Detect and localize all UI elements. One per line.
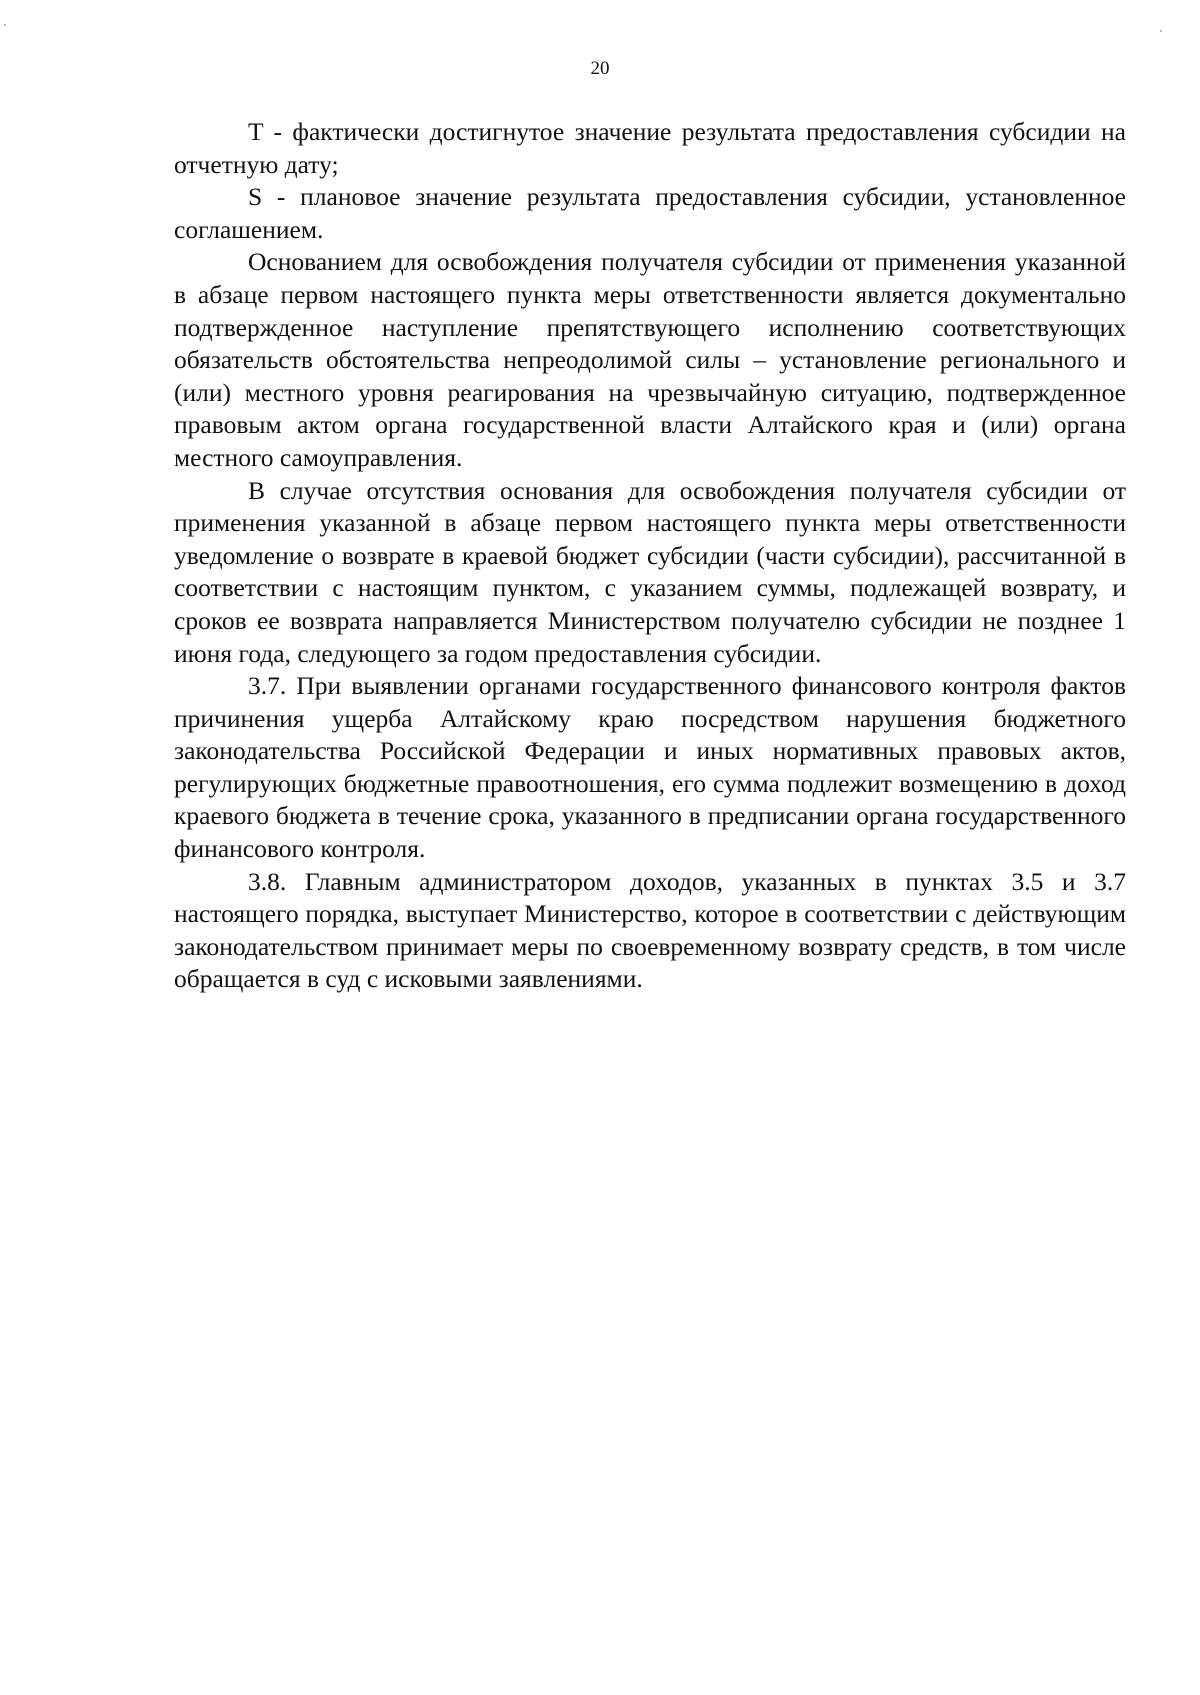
paragraph-clause-3-8: 3.8. Главным администратором доходов, указанных в пунктах 3.5 и 3.7 настоящего порядка, выступает Министерство, которое в соответствии с действующим законодательством принимает меры по своевременному возврату средств, в том числе обращается в суд с исковыми заявлениями. [174, 866, 1126, 994]
paragraph-exemption-basis: Основанием для освобождения получателя субсидии от применения указанной в абзаце первом настоящего пункта меры ответственности является документально подтвержденное наступление препятствующего исполнению соответствующих обязательств обстоятельства непреодолимой силы – установление регионального и (или) местного уровня реагирования на чрезвычайную ситуацию, подтвержденное правовым актом органа государственной власти Алтайского края и (или) органа местного самоуправления. [174, 247, 1126, 472]
paragraph-clause-3-7: 3.7. При выявлении органами государственного финансового контроля фактов причинения ущерба Алтайскому краю посредством нарушения бюджетного законодательства Российской Федерации и иных нормативных правовых актов, регулирующих бюджетные правоотношения, его сумма подлежит возмещению в доход краевого бюджета в течение срока, указанного в предписании органа государственного финансового контроля. [174, 671, 1126, 864]
paragraph-s-definition: S - плановое значение результата предоставления субсидии, установленное соглашением. [174, 182, 1126, 244]
paragraph-t-definition: T - фактически достигнутое значение результата предоставления субсидии на отчетную дату; [174, 117, 1126, 179]
page-number: 20 [590, 58, 610, 79]
scan-artifact-dot [1160, 30, 1162, 32]
paragraph-refund-notice: В случае отсутствия основания для освобождения получателя субсидии от применения указанной в абзаце первом настоящего пункта меры ответственности уведомление о возврате в краевой бюджет субсидии (части субсидии), рассчитанной в соответствии с настоящим пунктом, с указанием суммы, подлежащей возврату, и сроков ее возврата направляется Министерством получателю субсидии не позднее 1 июня года, следующего за годом предоставления субсидии. [174, 475, 1126, 668]
document-body [174, 116, 1126, 996]
scan-artifact-dot [4, 24, 6, 26]
